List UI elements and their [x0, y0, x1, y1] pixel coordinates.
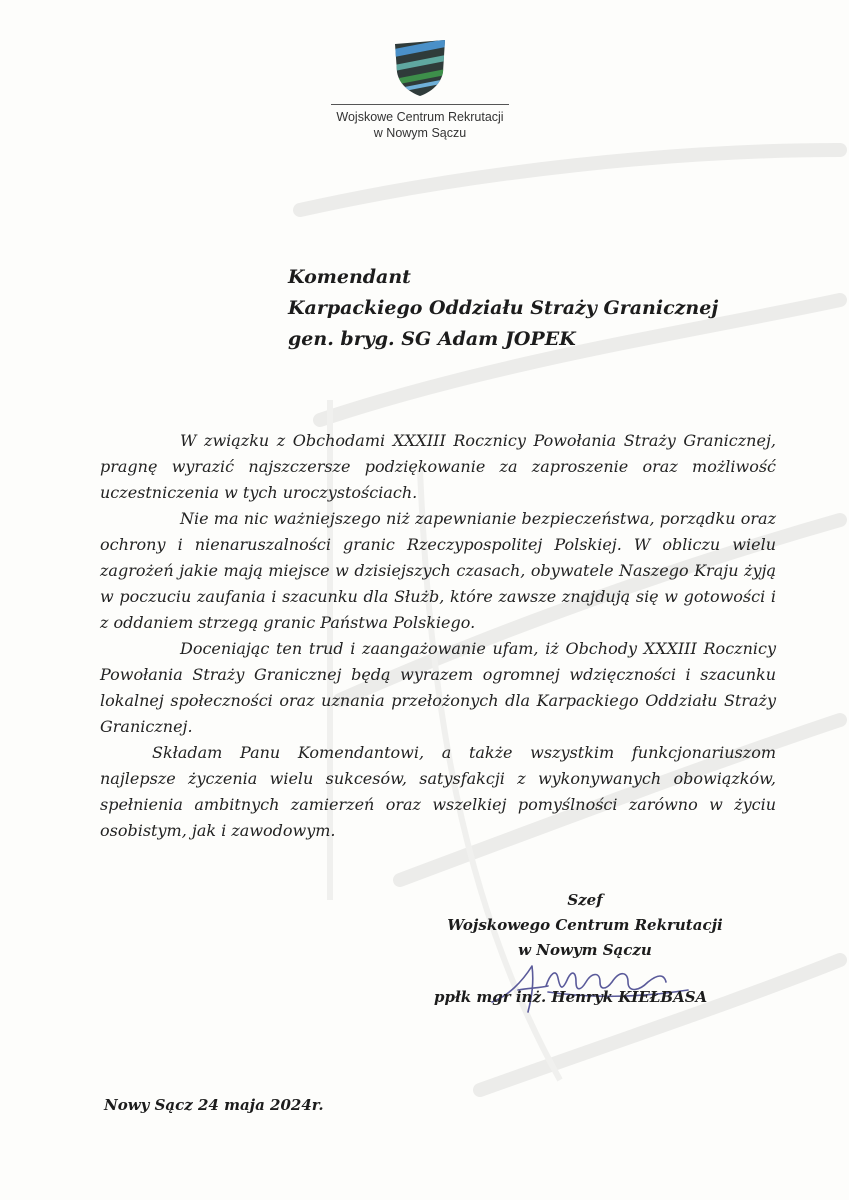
signature-unit: Wojskowego Centrum Rekrutacji — [447, 916, 723, 934]
signature-title: Szef — [567, 891, 603, 909]
letterhead-divider — [331, 104, 509, 105]
org-name-line-2: w Nowym Sączu — [373, 126, 467, 140]
addressee-unit: Karpackiego Oddziału Straży Granicznej — [288, 297, 719, 319]
letterhead — [300, 36, 540, 141]
addressee-name: gen. bryg. SG Adam JOPEK — [288, 328, 576, 350]
addressee-block — [288, 262, 808, 355]
addressee-title: Komendant — [288, 266, 411, 288]
place-and-date: Nowy Sącz 24 maja 2024r. — [104, 1096, 324, 1114]
body-paragraph-1: W związku z Obchodami XXXIII Rocznicy Powołania Straży Granicznej, pragnę wyrazić najszczersze podziękowanie za zaproszenie oraz możliwość uczestniczenia w tych uroczystościach. — [100, 431, 776, 502]
signature-location: w Nowym Sączu — [518, 941, 652, 959]
body-paragraph-4: Składam Panu Komendantowi, a także wszystkim funkcjonariuszom najlepsze życzenia wielu sukcesów, satysfakcji z wykonywanych obowiązków, spełnienia ambitnych zamierzeń oraz wszelkiej pomyślności zarówno w życiu osobistym, jak i zawodowym. — [100, 743, 776, 840]
signatory-name: ppłk mgr inż. Henryk KIEŁBASA — [434, 988, 708, 1006]
org-name-line-1: Wojskowe Centrum Rekrutacji — [336, 110, 504, 124]
wcr-shield-logo-icon — [389, 36, 451, 98]
body-paragraph-3: Doceniając ten trud i zaangażowanie ufam, iż Obchody XXXIII Rocznicy Powołania Straży Granicznej będą wyrazem ogromnej wdzięczności i szacunku lokalnej społeczności oraz uznania przełożonych dla Karpackiego Oddziału Straży Granicznej. — [100, 639, 776, 736]
letter-body — [100, 428, 776, 844]
body-paragraph-2: Nie ma nic ważniejszego niż zapewnianie bezpieczeństwa, porządku oraz ochrony i nienaruszalności granic Rzeczypospolitej Polskiej. W obliczu wielu zagrożeń jakie mają miejsce w dzisiejszych czasach, obywatele Naszego Kraju żyją w poczuciu zaufania i szacunku dla Służb, które zawsze znajdują się w gotowości i z oddaniem strzegą granic Państwa Polskiego. — [100, 509, 776, 632]
